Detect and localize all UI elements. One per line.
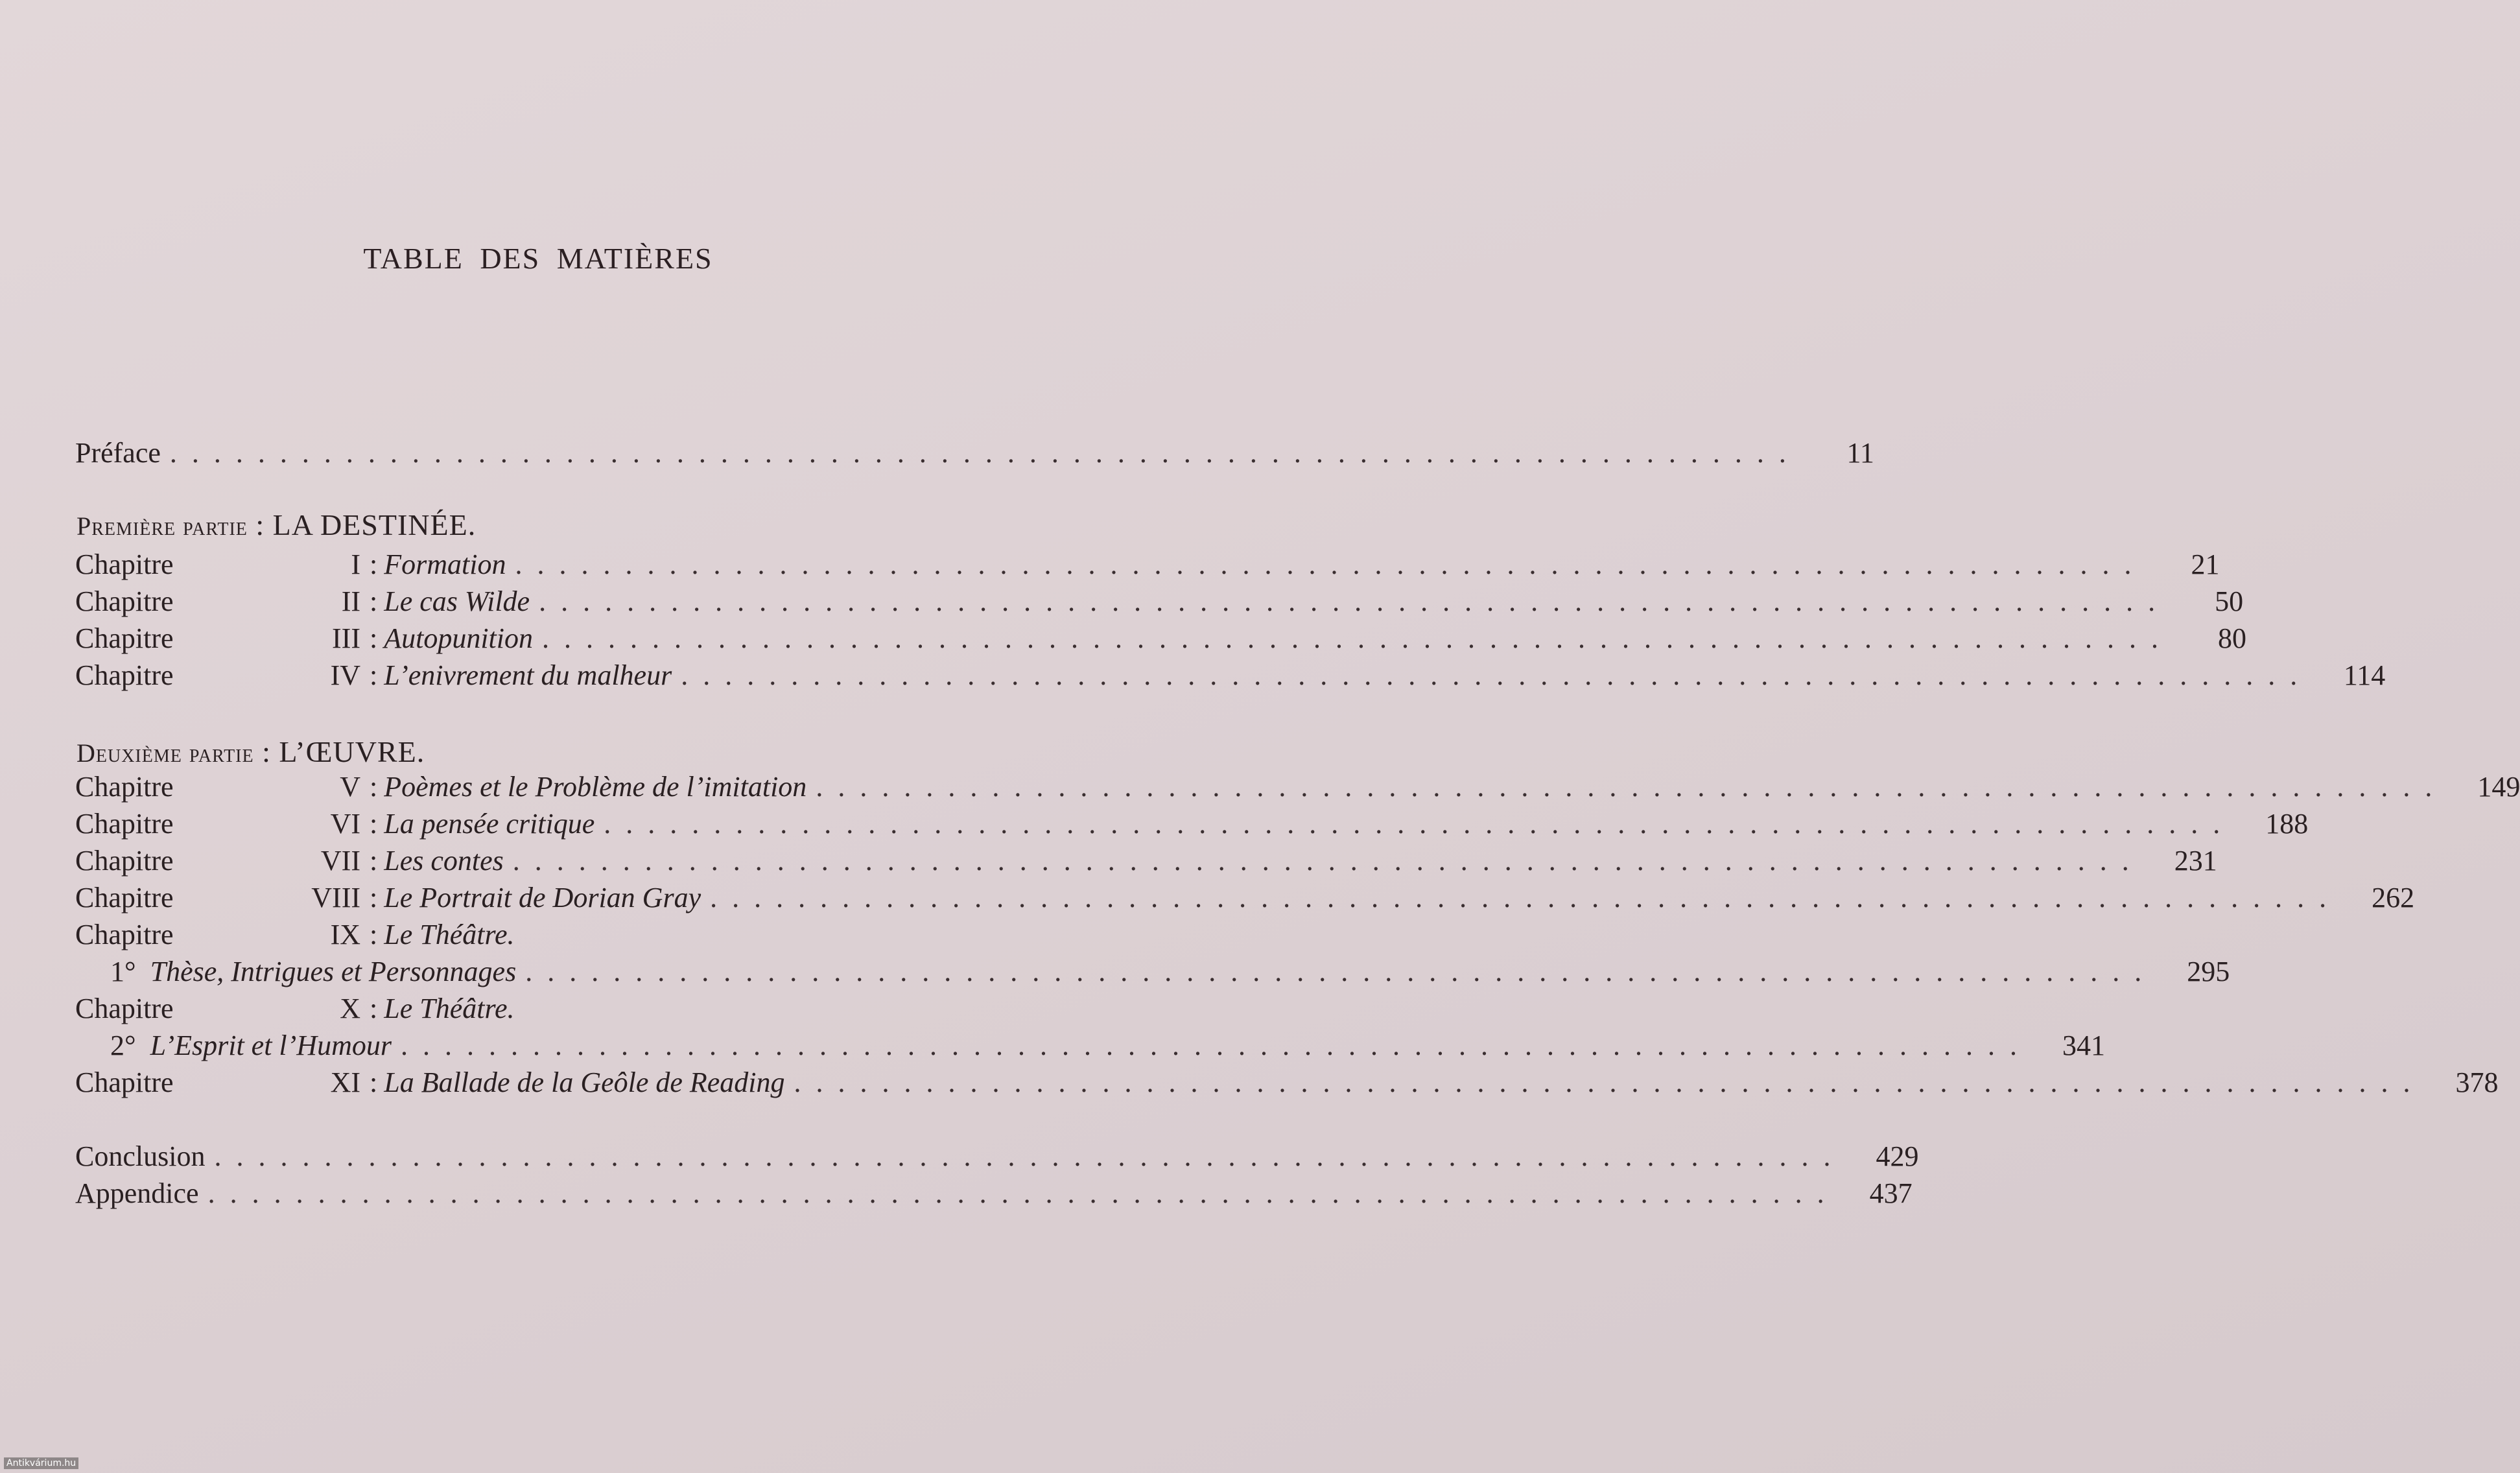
dot-leader: . . . . . . . . . . . . . . . . . . . . . . . . . . . . . . . . . . . . . . . . . . . . . . . . . . . . . . . . . . . . . . . . . . . . . . . . . . [794, 1066, 2414, 1098]
chapter-title: Le cas Wilde [384, 585, 530, 617]
toc-row-subsection-2 [75, 1027, 2105, 1065]
chapter-number: VI [330, 808, 360, 840]
part-heading-2 [77, 733, 425, 772]
page-title: TABLE DES MATIÈRES [363, 242, 713, 275]
chapter-word: Chapitre [75, 993, 174, 1024]
colon: : [370, 808, 378, 840]
colon: : [370, 548, 378, 580]
chapter-title: Le Portrait de Dorian Gray [384, 882, 701, 913]
toc-page-number: 295 [2187, 956, 2230, 987]
chapter-number: XI [330, 1066, 360, 1098]
toc-row-chapter-11 [75, 1064, 2499, 1102]
colon: : [370, 622, 378, 654]
watermark: Antikvárium.hu [4, 1457, 78, 1469]
part-separator: : [247, 508, 273, 541]
chapter-number: X [340, 993, 360, 1024]
colon: : [370, 882, 378, 913]
toc-page-number: 114 [2343, 659, 2386, 691]
colon: : [370, 771, 378, 803]
toc-page-number: 50 [2215, 585, 2244, 617]
chapter-title: Formation [384, 548, 506, 580]
chapter-word: Chapitre [75, 845, 174, 877]
toc-row-chapter-4 [75, 657, 2386, 694]
chapter-title: Les contes [384, 845, 504, 877]
chapter-title: Le Théâtre. [384, 993, 515, 1024]
dot-leader: . . . . . . . . . . . . . . . . . . . . . . . . . . . . . . . . . . . . . . . . . . . . . . . . . . . . . . . . . . . . . . . . . . . . . . . . . . [539, 585, 2160, 617]
chapter-title: Le Théâtre. [384, 919, 515, 950]
toc-row-subsection-1 [75, 953, 2230, 991]
toc-row-chapter-8 [75, 879, 2415, 917]
chapter-number: IX [330, 919, 360, 950]
toc-page-number: 188 [2265, 808, 2309, 840]
part-heading-1 [77, 506, 476, 545]
chapter-number: I [351, 548, 360, 580]
dot-leader: . . . . . . . . . . . . . . . . . . . . . . . . . . . . . . . . . . . . . . . . . . . . . . . . . . . . . . . . . . . . . . . . . . . . . . . . . . [207, 1177, 1828, 1209]
dot-leader: . . . . . . . . . . . . . . . . . . . . . . . . . . . . . . . . . . . . . . . . . . . . . . . . . . . . . . . . . . . . . . . . . . . . . . . . . . [525, 956, 2146, 987]
toc-row-chapter-7 [75, 842, 2217, 880]
dot-leader: . . . . . . . . . . . . . . . . . . . . . . . . . . . . . . . . . . . . . . . . . . . . . . . . . . . . . . . . . . . . . . . . . . . . . . . . . . [169, 437, 1790, 469]
chapter-number: VIII [311, 882, 360, 913]
chapter-number: VII [320, 845, 360, 877]
chapter-title: La Ballade de la Geôle de Reading [384, 1066, 785, 1098]
subsection-title: L’Esprit et l’Humour [150, 1030, 392, 1061]
part-title: LA DESTINÉE. [272, 508, 477, 541]
chapter-number: III [332, 622, 360, 654]
toc-row-chapter-2 [75, 583, 2244, 620]
part-separator: : [253, 735, 279, 768]
toc-page-number: 378 [2455, 1066, 2499, 1098]
chapter-word: Chapitre [75, 659, 174, 691]
toc-row-appendice [75, 1175, 1913, 1212]
dot-leader: . . . . . . . . . . . . . . . . . . . . . . . . . . . . . . . . . . . . . . . . . . . . . . . . . . . . . . . . . . . . . . . . . . . . . . . . . . [681, 659, 2302, 691]
toc-row-preface [75, 434, 1874, 472]
toc-row-chapter-9 [75, 916, 998, 954]
chapter-title: La pensée critique [384, 808, 595, 840]
toc-row-chapter-5 [75, 768, 2520, 806]
chapter-word: Chapitre [75, 771, 174, 803]
colon: : [370, 993, 378, 1024]
dot-leader: . . . . . . . . . . . . . . . . . . . . . . . . . . . . . . . . . . . . . . . . . . . . . . . . . . . . . . . . . . . . . . . . . . . . . . . . . . [816, 771, 2436, 803]
chapter-title: Poèmes et le Problème de l’imitation [384, 771, 807, 803]
subsection-number: 1° [110, 956, 136, 987]
colon: : [370, 919, 378, 950]
dot-leader: . . . . . . . . . . . . . . . . . . . . . . . . . . . . . . . . . . . . . . . . . . . . . . . . . . . . . . . . . . . . . . . . . . . . . . . . . . [710, 882, 2331, 913]
toc-page-number: 149 [2477, 771, 2520, 803]
toc-row-chapter-3 [75, 620, 2247, 657]
colon: : [370, 845, 378, 877]
toc-row-chapter-10 [75, 990, 998, 1028]
subsection-number: 2° [110, 1030, 136, 1061]
toc-label: Appendice [75, 1177, 199, 1209]
toc-page-number: 11 [1846, 437, 1874, 469]
toc-page-number: 80 [2218, 622, 2247, 654]
toc-row-conclusion [75, 1138, 1919, 1175]
dot-leader: . . . . . . . . . . . . . . . . . . . . . . . . . . . . . . . . . . . . . . . . . . . . . . . . . . . . . . . . . . . . . . . . . . . . . . . . . . [214, 1140, 1835, 1172]
dot-leader: . . . . . . . . . . . . . . . . . . . . . . . . . . . . . . . . . . . . . . . . . . . . . . . . . . . . . . . . . . . . . . . . . . . . . . . . . . [515, 548, 2136, 580]
toc-page-number: 437 [1869, 1177, 1913, 1209]
chapter-number: IV [330, 659, 360, 691]
chapter-number: II [341, 585, 360, 617]
dot-leader: . . . . . . . . . . . . . . . . . . . . . . . . . . . . . . . . . . . . . . . . . . . . . . . . . . . . . . . . . . . . . . . . . . . . . . . . . . [542, 622, 2163, 654]
dot-leader: . . . . . . . . . . . . . . . . . . . . . . . . . . . . . . . . . . . . . . . . . . . . . . . . . . . . . . . . . . . . . . . . . . . . . . . . . . [604, 808, 2224, 840]
dot-leader: . . . . . . . . . . . . . . . . . . . . . . . . . . . . . . . . . . . . . . . . . . . . . . . . . . . . . . . . . . . . . . . . . . . . . . . . . . [512, 845, 2133, 877]
part-title: L’ŒUVRE. [279, 735, 425, 768]
toc-page-number: 341 [2062, 1030, 2105, 1061]
chapter-number: V [340, 771, 360, 803]
chapter-word: Chapitre [75, 548, 174, 580]
chapter-word: Chapitre [75, 882, 174, 913]
toc-page-number: 262 [2372, 882, 2415, 913]
part-label: Première partie [77, 512, 248, 541]
colon: : [370, 659, 378, 691]
colon: : [370, 1066, 378, 1098]
subsection-title: Thèse, Intrigues et Personnages [150, 956, 517, 987]
toc-label: Préface [75, 437, 161, 469]
chapter-word: Chapitre [75, 808, 174, 840]
chapter-title: L’enivrement du malheur [384, 659, 672, 691]
toc-page-number: 21 [2191, 548, 2220, 580]
chapter-title: Autopunition [384, 622, 534, 654]
chapter-word: Chapitre [75, 585, 174, 617]
chapter-word: Chapitre [75, 622, 174, 654]
toc-page-number: 429 [1876, 1140, 1919, 1172]
toc-row-chapter-1 [75, 546, 2220, 583]
dot-leader: . . . . . . . . . . . . . . . . . . . . . . . . . . . . . . . . . . . . . . . . . . . . . . . . . . . . . . . . . . . . . . . . . . . . . . . . . . [400, 1030, 2021, 1061]
toc-row-chapter-6 [75, 805, 2309, 843]
chapter-word: Chapitre [75, 919, 174, 950]
colon: : [370, 585, 378, 617]
chapter-word: Chapitre [75, 1066, 174, 1098]
toc-label: Conclusion [75, 1140, 206, 1172]
part-label: Deuxième partie [77, 738, 254, 768]
toc-page-number: 231 [2174, 845, 2217, 877]
